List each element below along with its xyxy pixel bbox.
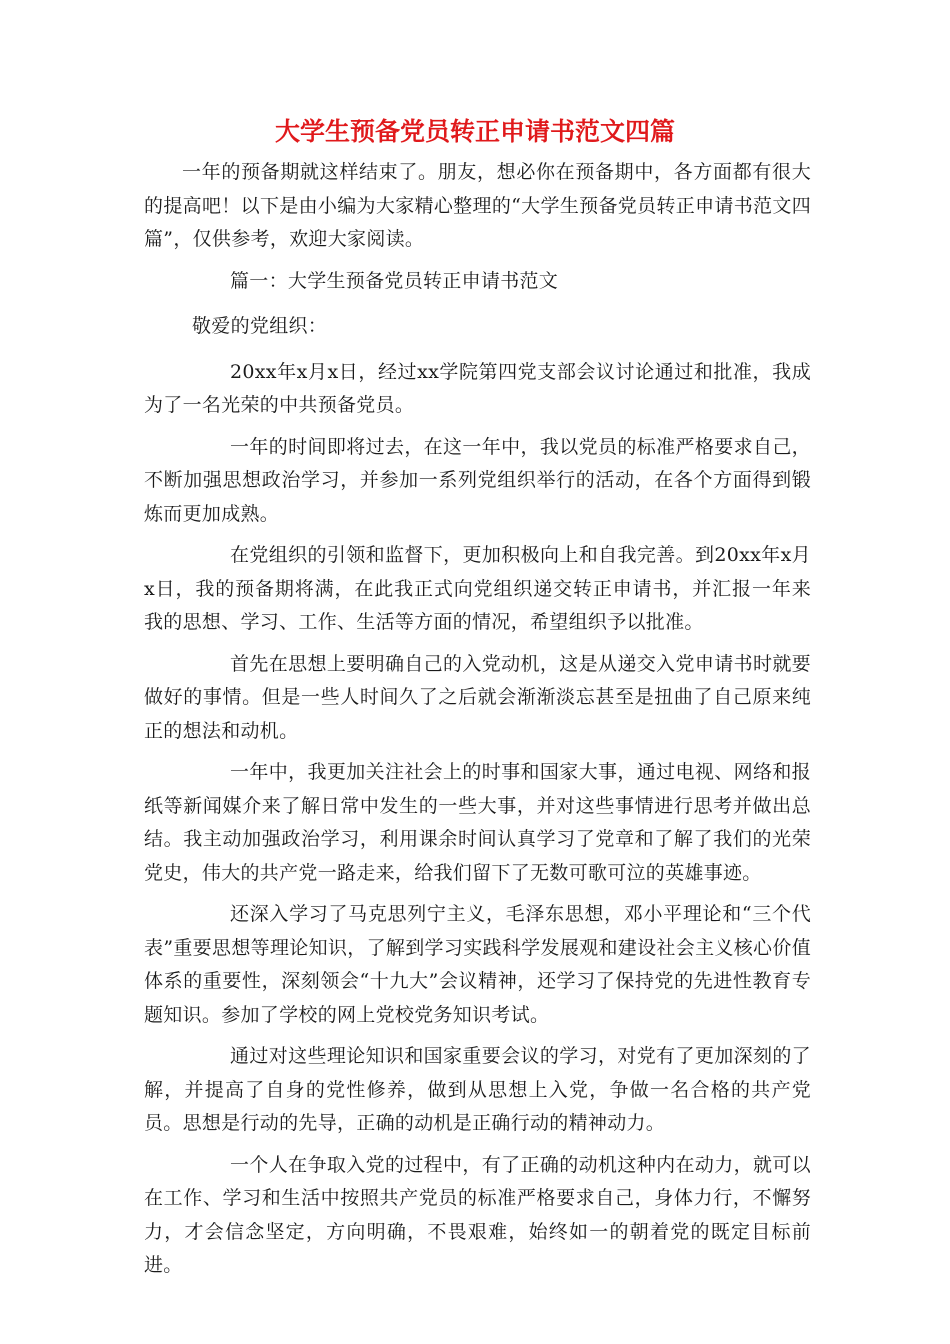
body-paragraph: 还深入学习了马克思列宁主义，毛泽东思想，邓小平理论和“三个代表”重要思想等理论知识，了解到学习实践科学发展观和建设社会主义核心价值体系的重要性，深刻领会“十九大”会议精神，还学习了保持党的先进性教育专题知识。参加了学校的网上党校党务知识考试。 [144, 903, 811, 1026]
body-paragraph: 20xx年x月x日，经过xx学院第四党支部会议讨论通过和批准，我成为了一名光荣的中共预备党员。 [144, 360, 811, 416]
section-heading: 篇一：大学生预备党员转正申请书范文 [230, 269, 559, 292]
body-paragraph: 一个人在争取入党的过程中，有了正确的动机这种内在动力，就可以在工作、学习和生活中按照共产党员的标准严格要求自己，身体力行，不懈努力，才会信念坚定，方向明确，不畏艰难，始终如一的朝着党的既定目标前进。 [144, 1153, 811, 1276]
document-body [144, 156, 811, 1291]
intro-paragraph: 一年的预备期就这样结束了。朋友，想必你在预备期中，各方面都有很大的提高吧！以下是由小编为大家精心整理的“大学生预备党员转正申请书范文四篇”，仅供参考，欢迎大家阅读。 [144, 161, 811, 250]
salutation: 敬爱的党组织： [192, 315, 328, 337]
body-paragraph: 在党组织的引领和监督下，更加积极向上和自我完善。到20xx年x月x日，我的预备期将满，在此我正式向党组织递交转正申请书，并汇报一年来我的思想、学习、工作、生活等方面的情况，希望组织予以批准。 [144, 544, 811, 633]
body-paragraph: 首先在思想上要明确自己的入党动机，这是从递交入党申请书时就要做好的事情。但是一些人时间久了之后就会渐渐淡忘甚至是扭曲了自己原来纯正的想法和动机。 [144, 652, 811, 742]
body-paragraph: 通过对这些理论知识和国家重要会议的学习，对党有了更加深刻的了解，并提高了自身的党性修养，做到从思想上入党，争做一名合格的共产党员。思想是行动的先导，正确的动机是正确行动的精神动力。 [144, 1045, 811, 1134]
body-paragraph: 一年中，我更加关注社会上的时事和国家大事，通过电视、网络和报纸等新闻媒介来了解日常中发生的一些大事，并对这些事情进行思考并做出总结。我主动加强政治学习，利用课余时间认真学习了党章和了解了我们的光荣党史，伟大的共产党一路走来，给我们留下了无数可歌可泣的英雄事迹。 [144, 761, 811, 884]
body-paragraph: 一年的时间即将过去，在这一年中，我以党员的标准严格要求自己，不断加强思想政治学习，并参加一系列党组织举行的活动，在各个方面得到锻炼而更加成熟。 [144, 435, 811, 525]
document-title: 大学生预备党员转正申请书范文四篇 [274, 117, 675, 146]
